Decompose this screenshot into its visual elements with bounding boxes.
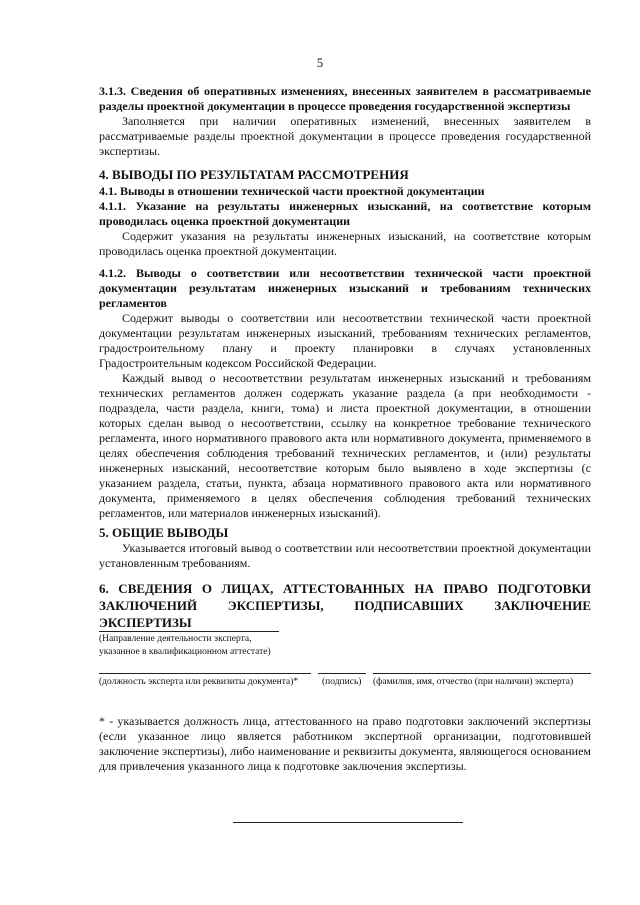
signature-label: (подпись) bbox=[322, 677, 362, 687]
direction-label-2: указанное в квалификационном аттестате) bbox=[99, 647, 271, 657]
signature-line bbox=[318, 673, 366, 674]
section-4-1-heading: 4.1. Выводы в отношении технической части проектной документации bbox=[99, 184, 485, 198]
section-5-heading: 5. ОБЩИЕ ВЫВОДЫ bbox=[99, 525, 229, 540]
name-line bbox=[373, 673, 591, 674]
section-4-1-1-text: Содержит указания на результаты инженерных изысканий, на соответствие которым проводилась оценка проектной документации. bbox=[99, 229, 591, 258]
section-6-heading: 6. СВЕДЕНИЯ О ЛИЦАХ, АТТЕСТОВАННЫХ НА ПРАВО ПОДГОТОВКИ ЗАКЛЮЧЕНИЙ ЭКСПЕРТИЗЫ, ПОДПИСАВШИХ ЗАКЛЮЧЕНИЕ ЭКСПЕРТИЗЫ bbox=[99, 581, 591, 630]
section-4-1-2-text-2: Каждый вывод о несоответствии результатам инженерных изысканий и требованиям технических регламентов должен содержать указание раздела (а при необходимости - подраздела, части раздела, книги, тома) и листа проектной документации, в отношении которых сделан вывод о несоответствии, ссылку на конкретное требование технического регламента, иного нормативного правового акта или нормативного документа, применяемого в целях обеспечения соблюдения требований технических регламентов, и (или) результаты инженерных изысканий, несоответствие которым было выявлено в ходе экспертизы (с указанием раздела, статьи, пункта, абзаца нормативного правового акта или нормативного документа, применяемого в целях обеспечения соблюдения требований технических регламентов, или материалов инженерных изысканий). bbox=[99, 371, 591, 520]
position-line bbox=[99, 673, 311, 674]
name-label: (фамилия, имя, отчество (при наличии) эксперта) bbox=[373, 677, 574, 687]
section-4-1-2-text-1: Содержит выводы о соответствии или несоответствии технической части проектной документации результатам инженерных изысканий, требованиям технических регламентов, градостроительному плану и проекту планировки в случаях установленных Градостроительным кодексом Российской Федерации. bbox=[99, 311, 591, 370]
end-line bbox=[233, 822, 463, 823]
section-5-text: Указывается итоговый вывод о соответствии или несоответствии проектной документации установленным требованиям. bbox=[99, 541, 591, 570]
section-4-1-1-heading: 4.1.1. Указание на результаты инженерных изысканий, на соответствие которым проводилась оценка проектной документации bbox=[99, 199, 591, 228]
direction-line bbox=[99, 631, 279, 632]
footnote: * - указывается должность лица, аттестованного на право подготовки заключений экспертизы (если указанное лицо является работником экспертной организации, подготовившей заключение экспертизы), либо наименование и реквизиты документа, являющегося основанием для привлечения указанного лица к подготовке заключения экспертизы. bbox=[99, 714, 591, 773]
direction-label-1: (Направление деятельности эксперта, bbox=[99, 634, 252, 644]
section-4-1-2-heading: 4.1.2. Выводы о соответствии или несоответствии технической части проектной документации результатам инженерных изысканий и требованиям технических регламентов bbox=[99, 266, 591, 310]
section-3-1-3-text: Заполняется при наличии оперативных изменений, внесенных заявителем в рассматриваемые разделы проектной документации в процессе проведения государственной экспертизы. bbox=[99, 114, 591, 158]
position-label: (должность эксперта или реквизиты документа)* bbox=[99, 677, 299, 687]
section-3-1-3-heading: 3.1.3. Сведения об оперативных изменениях, внесенных заявителем в рассматриваемые разделы проектной документации в процессе проведения государственной экспертизы bbox=[99, 84, 591, 113]
section-4-heading: 4. ВЫВОДЫ ПО РЕЗУЛЬТАТАМ РАССМОТРЕНИЯ bbox=[99, 167, 409, 182]
page-number: 5 bbox=[316, 56, 324, 70]
